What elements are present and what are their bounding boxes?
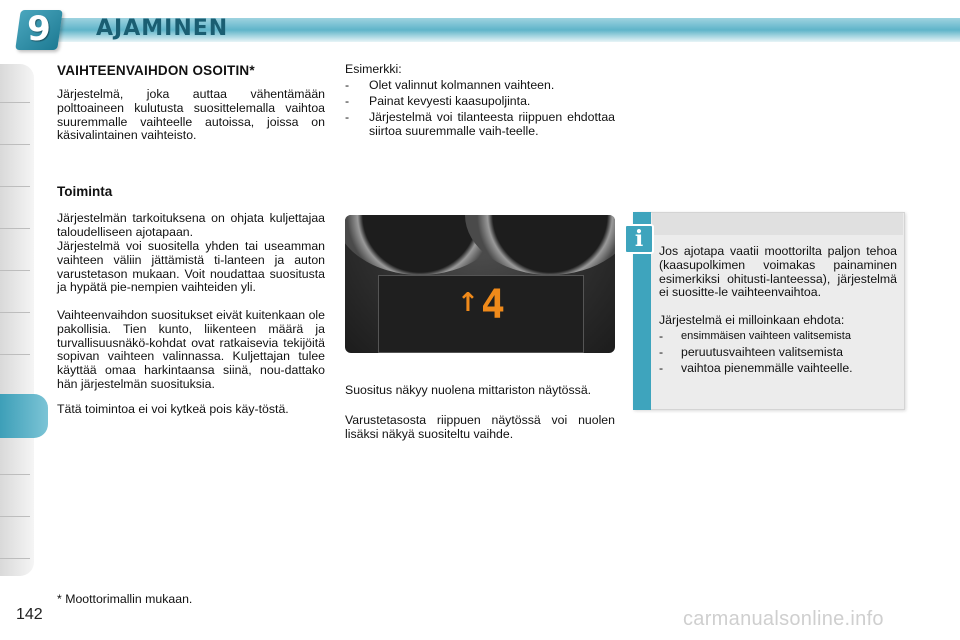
paragraph-purpose: Järjestelmän tarkoituksena on ohjata kuljettajaa taloudelliseen ajotapaan. (57, 211, 325, 239)
intro-paragraph: Järjestelmä, joka auttaa vähentämään polttoaineen kulutusta suosittelemalla vaihtoa suuremmalle vaihteelle autoissa, joissa on käsivalintainen vaihteisto. (57, 87, 325, 143)
recommended-gear: 4 (481, 282, 506, 328)
info-list-text: vaihtoa pienemmälle vaihteelle. (681, 361, 853, 375)
list-dash: - (345, 94, 350, 108)
active-chapter-tab[interactable] (0, 394, 48, 438)
chapter-header (0, 0, 960, 50)
tab-divider (0, 228, 30, 229)
info-icon: i (624, 224, 654, 254)
section-heading: VAIHTEENVAIHDON OSOITIN* (57, 63, 255, 78)
caption-arrow: Suositus näkyy nuolena mittariston näytössä. (345, 383, 592, 397)
tab-divider (0, 102, 30, 103)
info-paragraph: Jos ajotapa vaatii moottorilta paljon tehoa (kaasupolkimen voimakas painaminen esimerkiksi ohitusti-lanteessa), järjestelmä ei suositte-le vaihteenvaihtoa. (659, 244, 897, 300)
tab-divider (0, 474, 30, 475)
list-dash: - (659, 361, 664, 375)
paragraph-cannot-disable: Tätä toimintoa ei voi kytkeä pois käy-töstä. (57, 402, 289, 416)
cluster-display (378, 275, 584, 353)
paragraph-not-mandatory: Vaihteenvaihdon suositukset eivät kuitenkaan ole pakollisia. Tien kunto, liikenteen määrä ja turvallisuusnäkö-kohdat ovat ratkaisevia tekijöitä sopivan vaihteen valinnassa. Kuljettajan tulee käyttää omaa harkintaansa siinä, nou-dattako hän järjestelmän suosituksia. (57, 308, 325, 391)
list-dash: - (345, 110, 350, 124)
right-dial (465, 215, 615, 275)
example-item-text: Olet valinnut kolmannen vaihteen. (369, 78, 555, 92)
watermark: carmanualsonline.info (683, 608, 884, 630)
list-dash: - (659, 345, 664, 359)
tab-divider (0, 558, 30, 559)
chapter-title: AJAMINEN (96, 16, 229, 41)
chapter-tabs (0, 64, 34, 576)
footnote: * Moottorimallin mukaan. (57, 592, 193, 606)
list-dash: - (659, 329, 664, 343)
example-label: Esimerkki: (345, 62, 402, 76)
header-divider (58, 42, 960, 50)
list-dash: - (345, 78, 350, 92)
paragraph-skip-gears: Järjestelmä voi suositella yhden tai useamman vaihteen väliin jättämistä ti-lanteen ja auton varustetason mukaan. Voit noudattaa suositusta ja hypätä pie-nempien vaihteiden yli. (57, 239, 325, 295)
tab-divider (0, 270, 30, 271)
info-box (633, 212, 905, 410)
page-number: 142 (16, 606, 43, 623)
example-item (345, 95, 615, 109)
example-item-text: Painat kevyesti kaasupoljinta. (369, 94, 531, 108)
subsection-heading: Toiminta (57, 184, 113, 199)
tab-divider (0, 312, 30, 313)
info-list-item (659, 362, 897, 376)
info-list-text: peruutusvaihteen valitsemista (681, 345, 843, 359)
info-list-text: ensimmäisen vaihteen valitsemista (681, 330, 851, 342)
caption-gear: Varustetasosta riippuen näytössä voi nuolen lisäksi näkyä suositeltu vaihde. (345, 413, 615, 441)
tab-divider (0, 516, 30, 517)
tab-divider (0, 186, 30, 187)
example-item (345, 111, 615, 153)
upshift-arrow-icon: ↑ (457, 288, 479, 318)
example-item-text: Järjestelmä voi tilanteesta riippuen ehdottaa siirtoa suuremmalle vaih-teelle. (369, 110, 615, 138)
instrument-cluster-image (345, 215, 615, 353)
tab-divider (0, 144, 30, 145)
info-never-suggests: Järjestelmä ei milloinkaan ehdota: (659, 313, 845, 327)
info-list-item (659, 330, 897, 344)
chapter-number: 9 (27, 9, 51, 49)
info-list-item (659, 346, 897, 360)
example-item (345, 79, 615, 93)
info-topband (652, 213, 903, 235)
tab-divider (0, 354, 30, 355)
